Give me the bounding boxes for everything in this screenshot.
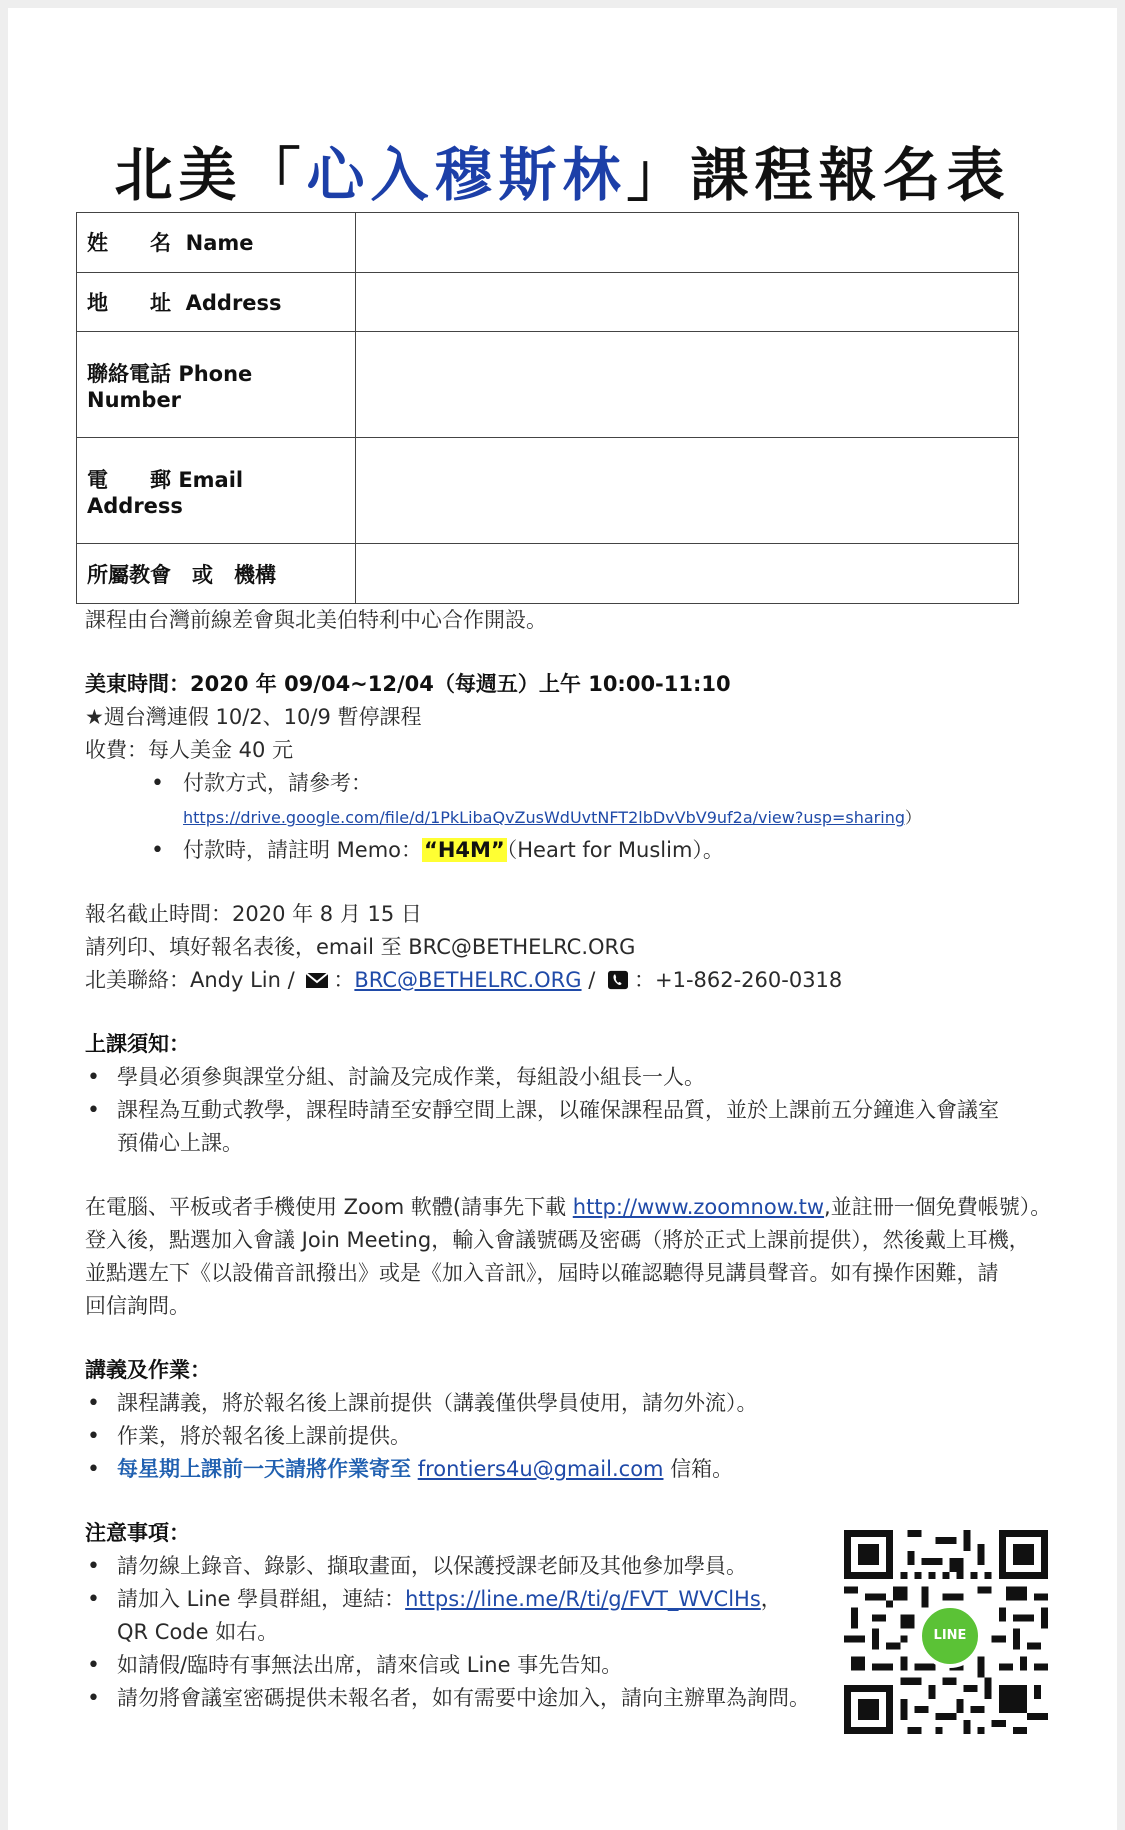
envelope-icon [305,970,329,990]
form-label-name: 姓 名 Name [77,213,356,273]
form-label-phone: 聯絡電話 Phone Number [77,332,356,438]
form-label-church: 所屬教會 或 機構 [77,544,356,604]
zoom-line-3: 並點選左下《以設備音訊撥出》或是《加入音訊》，屆時以確認聽得見講員聲音。如有操作困難，請 [85,1261,999,1285]
list-item: • 付款時，請註明 Memo：“H4M”（Heart for Muslim）。 [85,834,1051,867]
materials-list [85,1387,1051,1486]
title-suffix: 」課程報名表 [626,141,1011,209]
payment-list [85,767,1051,867]
registration-form-table [76,212,1019,604]
schedule-time: 美東時間：2020 年 09/04~12/04（每週五）上午 10:00-11:10 [85,672,731,696]
homework-email-link[interactable]: frontiers4u@gmail.com [417,1457,664,1481]
form-field-church[interactable] [356,544,1019,604]
line-qr-code[interactable] [844,1530,1048,1734]
list-item: • 請勿線上錄音、錄影、擷取畫面，以保護授課老師及其他參加學員。 [85,1550,1051,1583]
deadline-text: 報名截止時間：2020 年 8 月 15 日 [85,902,422,926]
list-item: • 如請假/臨時有事無法出席，請來信或 Line 事先告知。 [85,1649,1051,1682]
list-item: • 請勿將會議室密碼提供未報名者，如有需要中途加入，請向主辦單為詢問。 [85,1682,1051,1715]
instruction-text: 請列印、填好報名表後，email 至 BRC@BETHELRC.ORG [85,935,636,959]
intro-text: 課程由台灣前線差會與北美伯特利中心合作開設。 [85,608,547,632]
schedule-pause: ★週台灣連假 10/2、10/9 暫停課程 [85,705,422,729]
list-item: • 每星期上課前一天請將作業寄至 frontiers4u@gmail.com 信箱。 [85,1453,1051,1486]
zoom-line-4: 回信詢問。 [85,1294,190,1318]
page-title [0,128,1125,212]
memo-code-highlight: “H4M” [424,838,505,862]
zoom-link[interactable]: http://www.zoomnow.tw [572,1195,825,1219]
form-field-address[interactable] [356,272,1019,332]
form-label-email: 電 郵 Email Address [77,438,356,544]
materials-heading: 講義及作業： [85,1358,211,1382]
list-item: • 課程講義，將於報名後上課前提供（講義僅供學員使用，請勿外流）。 [85,1387,1051,1420]
notice-heading: 上課須知： [85,1032,190,1056]
form-field-phone[interactable] [356,332,1019,438]
payment-link[interactable]: https://drive.google.com/file/d/1PkLibaQvZusWdUvtNFT2lbDvVbV9uf2a/view?usp=sharing [183,808,905,827]
phone-icon [606,970,630,990]
title-prefix: 北美「 [114,141,307,209]
list-item: • 課程為互動式教學，課程時請至安靜空間上課，以確保課程品質，並於上課前五分鐘進入會議室 預備心上課。 [85,1094,1051,1160]
contact-email-link[interactable]: BRC@BETHELRC.ORG [354,968,582,992]
line-group-link[interactable]: https://line.me/R/ti/g/FVT_WVClHs [405,1587,761,1611]
form-label-address: 地 址 Address [77,272,356,332]
zoom-line-1: 在電腦、平板或者手機使用 Zoom 軟體(請事先下載 http://www.zoomnow.tw,並註冊一個免費帳號）。 [85,1195,1052,1219]
fee-text: 收費：每人美金 40 元 [85,738,294,762]
form-field-email[interactable] [356,438,1019,544]
list-item: • 作業，將於報名後上課前提供。 [85,1420,1051,1453]
list-item: • 請加入 Line 學員群組，連結：https://line.me/R/ti/g/FVT_WVClHs， QR Code 如右。 [85,1583,1051,1649]
title-course-name: 心入穆斯林 [306,141,627,209]
notice-list [85,1061,1051,1160]
notes-heading: 注意事項： [85,1521,190,1545]
line-logo-icon: LINE [918,1604,982,1668]
contact-line: 北美聯絡：Andy Lin / ：BRC@BETHELRC.ORG / ：+1-862-260-0318 [85,968,843,992]
list-item: • 付款方式，請參考： https://drive.google.com/file/d/1PkLibaQvZusWdUvtNFT2lbDvVbV9uf2a/view?usp=sharing） [85,767,1051,834]
zoom-line-2: 登入後，點選加入會議 Join Meeting，輸入會議號碼及密碼（將於正式上課前提供），然後戴上耳機， [85,1228,1030,1252]
list-item: • 學員必須參與課堂分組、討論及完成作業，每組設小組長一人。 [85,1061,1051,1094]
form-field-name[interactable] [356,213,1019,273]
